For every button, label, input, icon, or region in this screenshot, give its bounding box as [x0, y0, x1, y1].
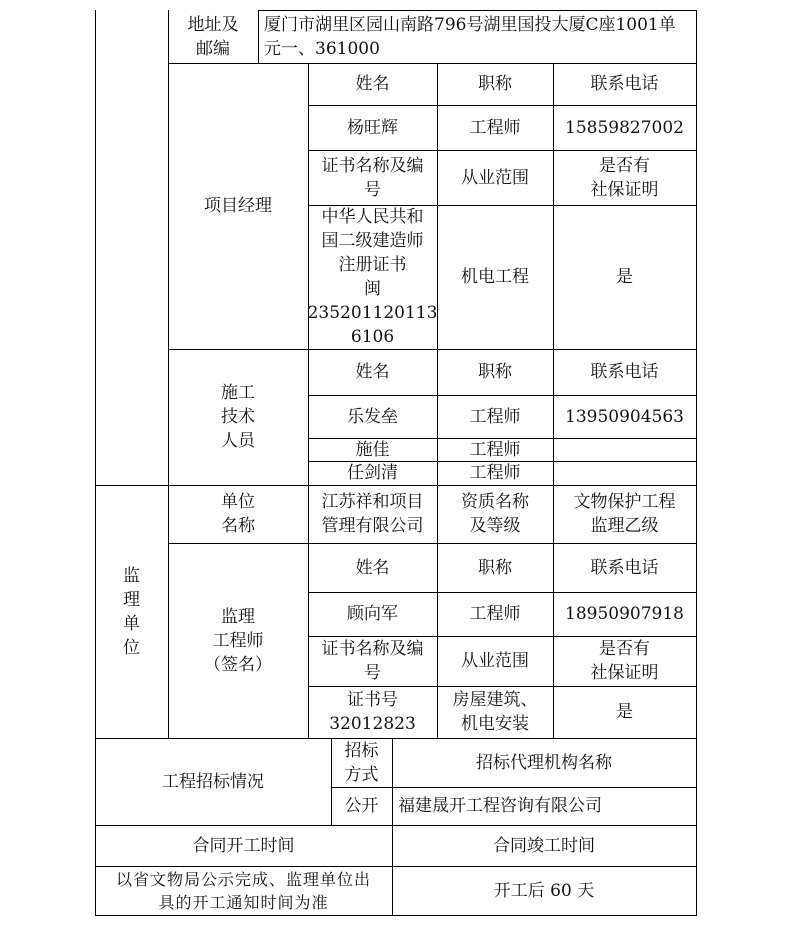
- ts-row2-name: 施佳: [355, 439, 390, 460]
- ts-header-name: 姓名: [355, 362, 390, 382]
- se-header-name: 姓名: [355, 557, 390, 578]
- pm-scope-header: 从业范围: [461, 167, 529, 188]
- contract-end-value: 开工后 60 天: [493, 880, 595, 901]
- pm-title: 工程师: [469, 117, 521, 138]
- pm-phone: 15859827002: [565, 117, 684, 138]
- supervision-engineer-label: 监理 工程师 （签名）: [204, 606, 272, 675]
- se-cert-value: 证书号 32012823: [329, 690, 416, 734]
- contract-start-value: 以省文物局公示完成、监理单位出 具的开工通知时间为准: [115, 869, 371, 912]
- bidding-label: 工程招标情况: [162, 771, 264, 792]
- pm-name: 杨旺辉: [347, 117, 398, 138]
- address-label: 地址及 邮编: [187, 14, 239, 59]
- contract-end-label: 合同竣工时间: [493, 835, 595, 856]
- bidding-method-value: 公开: [344, 796, 379, 816]
- se-cert-header: 证书名称及编 号: [321, 639, 424, 683]
- ts-row3-title: 工程师: [469, 463, 521, 483]
- ts-row1-title: 工程师: [469, 406, 521, 427]
- pm-insurance-header: 是否有 社保证明: [590, 155, 659, 200]
- ts-row2-title: 工程师: [469, 439, 521, 460]
- tech-staff-label: 施工 技术 人员: [221, 383, 255, 451]
- se-phone: 18950907918: [565, 604, 684, 624]
- supervision-unit-name: 江苏祥和项目 管理有限公司: [321, 492, 424, 536]
- se-name: 顾向军: [347, 604, 398, 624]
- contract-start-label: 合同开工时间: [192, 835, 295, 856]
- supervision-qual-value: 文物保护工程 监理乙级: [573, 492, 676, 536]
- pm-scope-value: 机电工程: [461, 267, 529, 287]
- ts-row3-name: 任剑清: [347, 463, 398, 483]
- ts-header-phone: 联系电话: [590, 362, 659, 382]
- bidding-agency-value: 福建晟开工程咨询有限公司: [398, 796, 602, 816]
- pm-cert-header: 证书名称及编 号: [321, 155, 424, 200]
- pm-header-name: 姓名: [355, 74, 390, 94]
- supervision-unit-label: 单位 名称: [221, 492, 255, 536]
- pm-insurance-value: 是: [616, 267, 633, 287]
- border-right: [696, 10, 697, 916]
- pm-header-phone: 联系电话: [590, 74, 659, 94]
- se-scope-header: 从业范围: [461, 651, 529, 671]
- pm-cert-value: 中华人民共和 国二级建造师 注册证书 闽 235201120113 6106: [307, 207, 438, 347]
- address-value: 厦门市湖里区园山南路796号湖里国投大厦C座1001单 元一、361000: [264, 14, 676, 59]
- supervision-qual-label: 资质名称 及等级: [461, 492, 529, 536]
- se-title: 工程师: [469, 604, 521, 624]
- bidding-method-label: 招标 方式: [344, 740, 379, 785]
- ts-row1-name: 乐发垒: [347, 406, 398, 427]
- pm-header-title: 职称: [478, 74, 512, 94]
- ts-row1-phone: 13950904563: [565, 406, 684, 427]
- se-header-title: 职称: [478, 557, 512, 578]
- ts-header-title: 职称: [478, 362, 512, 382]
- se-insurance-header: 是否有 社保证明: [590, 639, 659, 683]
- border-bottom: [95, 915, 697, 916]
- bidding-agency-label: 招标代理机构名称: [476, 752, 612, 773]
- se-header-phone: 联系电话: [590, 557, 659, 578]
- se-scope-value: 房屋建筑、 机电安装: [452, 690, 538, 734]
- project-manager-label: 项目经理: [204, 196, 272, 216]
- supervision-label: 监 理 单 位: [123, 565, 140, 658]
- se-insurance-value: 是: [616, 702, 633, 722]
